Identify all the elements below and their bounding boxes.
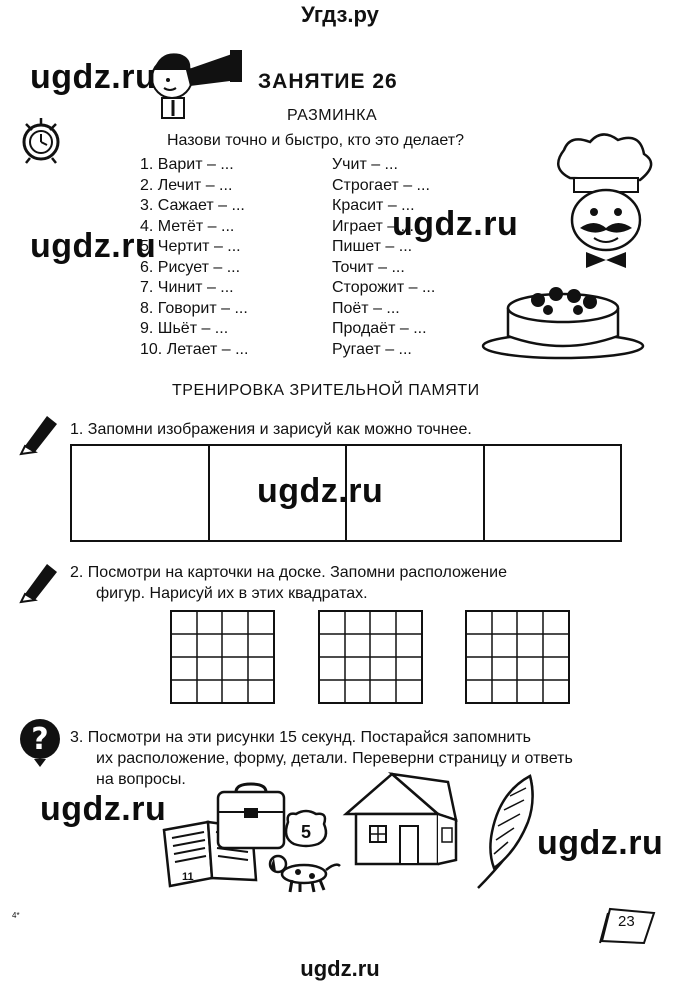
cake-illustration bbox=[478, 278, 648, 360]
house-illustration bbox=[338, 768, 462, 868]
watermark: ugdz.ru bbox=[257, 472, 384, 510]
warmup-prompt: Назови точно и быстро, кто это делает? bbox=[167, 132, 464, 149]
warmup-heading: РАЗМИНКА bbox=[287, 107, 378, 124]
drawing-frame[interactable] bbox=[485, 446, 621, 540]
task-2-line: 2. Посмотри на карточки на доске. Запомни расположение bbox=[70, 564, 507, 581]
pencil-icon bbox=[17, 410, 61, 454]
list-item: 4. Метёт – ... bbox=[140, 217, 235, 235]
task-3-line: на вопросы. bbox=[96, 771, 186, 788]
corner-mark: 4* bbox=[12, 911, 20, 920]
list-item: Точит – ... bbox=[332, 258, 405, 276]
memory-heading: ТРЕНИРОВКА ЗРИТЕЛЬНОЙ ПАМЯТИ bbox=[172, 382, 480, 399]
list-item: 7. Чинит – ... bbox=[140, 279, 234, 296]
list-item: Пишет – ... bbox=[332, 238, 413, 255]
watermark: ugdz.ru bbox=[30, 58, 157, 96]
list-item: 10. Летает – ... bbox=[140, 340, 249, 358]
book-page-number: 11 bbox=[182, 871, 194, 883]
alarm-clock-icon bbox=[18, 112, 64, 164]
list-item: 3. Сажает – ... bbox=[140, 197, 245, 214]
list-item: Учит – ... bbox=[332, 156, 398, 173]
list-item: Играет – ... bbox=[332, 217, 414, 235]
watermark: ugdz.ru bbox=[30, 227, 157, 265]
list-item: 5. Чертит – ... bbox=[140, 238, 241, 255]
sack-number-illustration bbox=[282, 808, 330, 848]
list-item: Ругает – ... bbox=[332, 340, 412, 358]
watermark: ugdz.ru bbox=[40, 790, 167, 828]
sack-number: 5 bbox=[300, 822, 312, 842]
drawing-frame[interactable] bbox=[72, 446, 210, 540]
pencil-icon bbox=[17, 558, 61, 602]
square-grid[interactable] bbox=[465, 610, 570, 704]
dog-illustration bbox=[262, 852, 342, 894]
chef-illustration bbox=[550, 128, 660, 268]
question-head-icon bbox=[16, 715, 64, 767]
svg-text:?: ? bbox=[31, 722, 49, 757]
list-item: Строгает – ... bbox=[332, 176, 430, 194]
list-item: Поёт – ... bbox=[332, 299, 400, 317]
task-3-line: их расположение, форму, детали. Переверни страницу и ответь bbox=[96, 750, 573, 767]
list-item: 1. Варит – ... bbox=[140, 156, 234, 173]
feather-illustration bbox=[470, 772, 540, 892]
list-item: Сторожит – ... bbox=[332, 279, 436, 296]
square-grid[interactable] bbox=[170, 610, 275, 704]
bag-illustration bbox=[212, 782, 290, 852]
page-number: 23 bbox=[618, 913, 635, 930]
warmup-right-column bbox=[332, 155, 435, 360]
list-item: 6. Рисует – ... bbox=[140, 258, 241, 276]
task-2-text bbox=[70, 562, 507, 604]
site-header: Угдз.ру bbox=[301, 2, 379, 27]
list-item: Красит – ... bbox=[332, 197, 415, 214]
list-item: 2. Лечит – ... bbox=[140, 176, 233, 194]
task-2-line: фигур. Нарисуй их в этих квадратах. bbox=[96, 585, 368, 602]
task-3-line: 3. Посмотри на эти рисунки 15 секунд. Постарайся запомнить bbox=[70, 729, 532, 746]
watermark: ugdz.ru bbox=[537, 824, 664, 862]
square-grid[interactable] bbox=[318, 610, 423, 704]
task-1-text: 1. Запомни изображения и зарисуй как можно точнее. bbox=[70, 421, 472, 438]
site-footer: ugdz.ru bbox=[300, 956, 380, 981]
lesson-title: ЗАНЯТИЕ 26 bbox=[258, 70, 398, 93]
list-item: 9. Шьёт – ... bbox=[140, 320, 229, 337]
watermark: ugdz.ru bbox=[392, 205, 519, 243]
list-item: Продаёт – ... bbox=[332, 320, 427, 337]
list-item: 8. Говорит – ... bbox=[140, 299, 248, 317]
